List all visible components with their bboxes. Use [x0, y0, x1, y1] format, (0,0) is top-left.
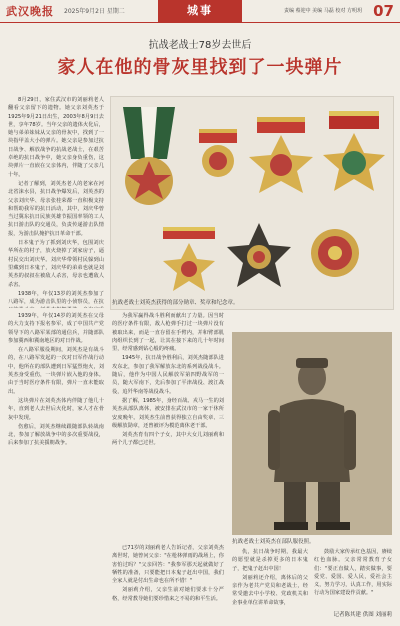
article-subtitle: 抗战老战士78岁去世后	[148, 40, 252, 51]
medal-icon	[311, 229, 359, 277]
byline: 记者陈其建 供图 刘丽莉	[333, 612, 392, 618]
medals-photo	[110, 96, 394, 310]
paragraph: 据了解，1985年，身经百战、戎马一生的刘英杰从部队离休，被安排在武汉市的一家干休所安度晚年。刘英杰生前曾获得独立自由奖章、三级解放勋章，还曾被评为模范离休老干部。	[112, 397, 224, 429]
paragraph: 1938年，年仅13岁的刘英杰参加了八路军，成为游击队里的小侦察员，在抗	[8, 290, 104, 306]
paragraph: 已71岁的刘丽莉老人告诉记者，父亲刘英杰离世时，她曾问父亲："在枪林弹雨的战场上，你害怕过吗？"父亲回答："我参军那天起就做好了牺牲的准备，只要能把日本鬼子赶出中国，我们全家人就是付出生命也在所不惜！"	[112, 545, 224, 585]
page-number: 07	[373, 2, 394, 20]
medals-caption: 抗战老战士刘英杰获得的部分勋章、奖章和纪念章。	[112, 300, 239, 306]
paragraph: 这块弹片在刘英杰体内伴随了他几十年，直到老人去世后火化时，家人才在骨灰中发现。	[8, 397, 104, 421]
paragraph: 记者了解到，刘英杰老人的老家在河北省涞水县，抗日战争爆发后，刘英杰的父亲刘庆华、母亲张桂荣都一直积极支持和帮助我军的抗日活动，其中，刘庆华曾当过冀东抗日民族英雄节振国率领的工人抗日游击队的交通员，负责传递游击队情报，为游击队掩护抗日革命干部。	[8, 180, 104, 237]
paragraph: 刘英杰育有四个子女，其中大女儿刘丽莉和两个儿子都已过世。	[112, 432, 224, 447]
page-header	[0, 0, 400, 23]
medal-icon	[123, 107, 175, 205]
issue-date: 2025年9月2日 星期二	[64, 8, 125, 15]
soldier-photo	[232, 332, 392, 535]
paragraph: 1945年，抗日战争胜利后，刘英杰随部队进攻东北，参加了我军解放东北的系列战役战斗。随后，他作为中国人民解放军第四野战军的一员，随大军南下，先后参加了平津战役、渡江战役，追歼华南等战役战斗。	[112, 355, 224, 395]
paragraph: 仇，抗日战争时期，我最大的愿望就是杀掉更多的日本鬼子，把鬼子赶出中国！	[232, 549, 308, 572]
article-column-6	[314, 548, 392, 608]
article-headline: 家人在他的骨灰里找到了一块弹片	[57, 57, 343, 78]
paragraph: 1939年，年仅14岁的刘英杰在父母的大力支持下报名参军，成了中国共产党领导下的八路军某部的通信兵，并随部队参加冀西和冀南地区的对日作战。	[8, 313, 104, 344]
medals-illustration	[111, 97, 393, 309]
masthead: 武汉晚报	[6, 5, 54, 18]
paragraph: 鼓励大家传承红色基因，赓续红色血脉。父亲常常教育子女们："要正直做人，踏实做事，要爱党、爱国、爱人民，爱社会主义，努力学习，认真工作，用实际行动为国家建设作贡献。"	[314, 549, 392, 597]
soldier-portrait	[232, 332, 392, 535]
article-column-2	[8, 312, 104, 608]
article-column-4	[112, 544, 224, 610]
section-label: 城事	[158, 0, 242, 22]
article-column-1	[8, 96, 104, 308]
paragraph: 刘丽莉介绍，父亲生前对她们要求十分严格，经常教导她们要珍惜来之不易的和平生活。	[112, 587, 224, 602]
paragraph: 在八路军服役期间，刘英杰是有战斗的，在八路军发起的一次对日军作战行动中，他所在的部队遭到日军猛烈炮火，刘英杰身受重伤，一块弹片嵌入他的身体。由于当时医疗条件有限，弹片一直未能取出。	[8, 347, 104, 395]
paragraph: 伤愈后，刘英杰继续跟随部队转战南北，参加了解放战争中的多次重要战役，后来参加了抗美援朝战争。	[8, 423, 104, 447]
article-column-5	[232, 548, 308, 608]
paragraph: 8月29日，家住武汉市的刘丽莉老人翻看父亲留下的遗物。她父亲刘英杰于1925年9月21日出生，2003年8月9日去世，享年78岁。当年父亲的遗体火化后，她与弟弟妹妹从父亲的骨灰中，找到了一块指甲盖大小的弹片。她父亲是参加过抗日战争、解放战争的抗战老战士，在艰苦卓绝的抗日战争中，她父亲身负重伤，这块弹片一直嵌在父亲体内，伴随了父亲几十年。	[8, 97, 104, 178]
paragraph: 为我军赢得战斗胜利而献出了力量。因当时的医疗条件有限，敌人枪弹手打过一块弹片没有被取出来，而是一直存留在手臂内，并和臂部肌肉组织长到了一起，让其在接下来的几十年时间里，经常感到钻心般的疼痛。	[112, 313, 224, 353]
medal-icon	[199, 129, 237, 177]
editor-credits: 责编 蔡迎中 美编 马磊 校对 方明玥	[284, 8, 362, 14]
soldier-caption: 抗战老战士刘英杰在部队服役照。	[232, 539, 315, 545]
paragraph: 刘丽莉还介绍，离休后的父亲作为老共产党员和老战士，经常受邀去中小学校、党政机关和企事业单位讲革命故事，	[232, 574, 308, 606]
paragraph: 日本鬼子为了抓到刘庆华，包围刘庆华所在的村子，放火烧掉了刘家房子，逼村民交出刘庆华。刘庆华带领村民躲到山里藏到日本鬼子，刘庆华的弟弟也就是刘英杰的叔叔在被敌人杀害，母亲也遭敌人杀害。	[8, 240, 104, 288]
article-column-3	[112, 312, 224, 542]
